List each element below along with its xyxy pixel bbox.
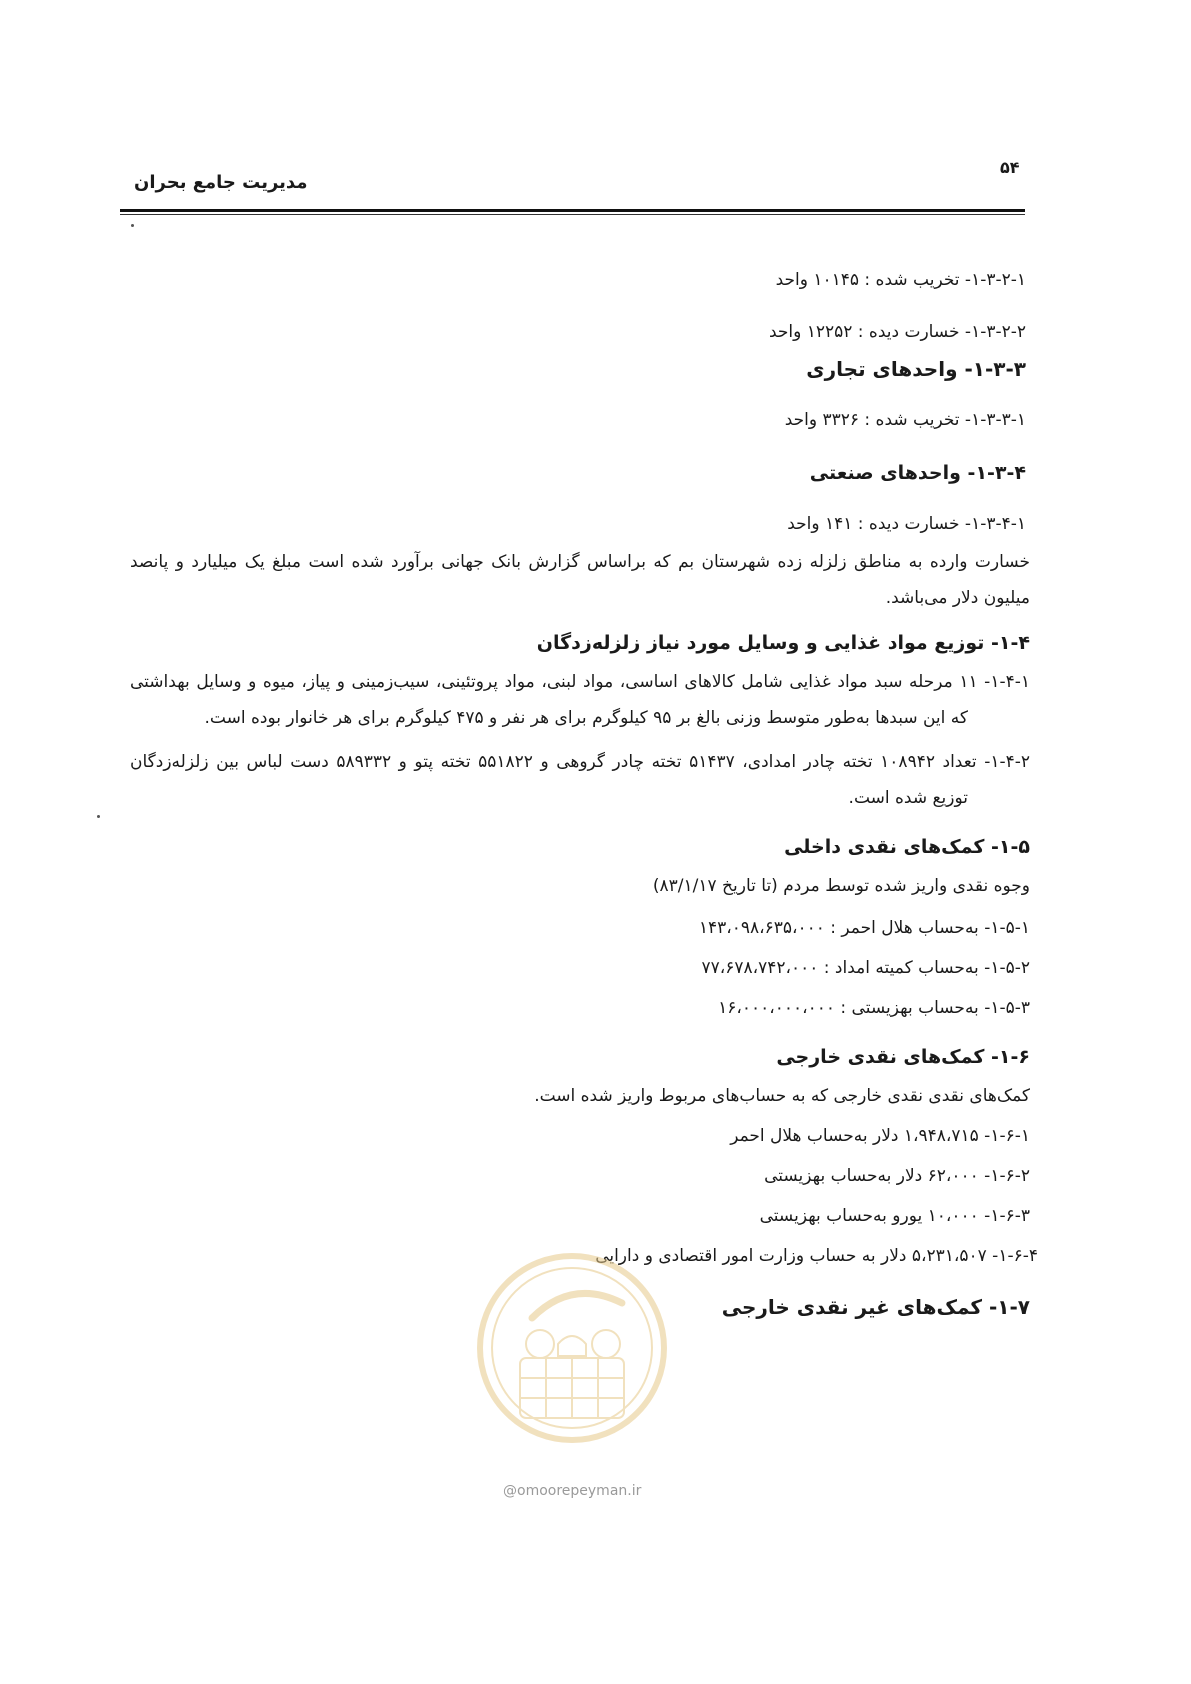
header-rule-thin [120, 214, 1025, 215]
list-item-1-6-2: ۱-۶-۲- ۶۲،۰۰۰ دلار به‌حساب بهزیستی [764, 1166, 1030, 1186]
scan-speck [131, 224, 134, 227]
damage-paragraph: خسارت وارده به مناطق زلزله زده شهرستان بم که براساس گزارش بانک جهانی برآورد شده است مبلغ یک میلیارد و پانصد میلیون دلار می‌باشد. [130, 552, 1030, 608]
section-heading-domestic-cash-aid: ۱-۵- کمک‌های نقدی داخلی [784, 836, 1030, 858]
list-item-1-4-1: ۱-۴-۱- ۱۱ مرحله سبد مواد غذایی شامل کالاهای اساسی، مواد لبنی، مواد پروتئینی، سیب‌زمینی و پیاز، میوه و وسایل بهداشتی که این سبدها به‌طور متوسط وزنی بالغ بر ۹۵ کیلوگرم برای هر نفر و ۴۷۵ کیلوگرم برای هر خانوار بوده است. [130, 672, 1030, 728]
page-number: ۵۴ [1000, 158, 1020, 177]
subheading-commercial-units: ۱-۳-۳- واحدهای تجاری [806, 357, 1026, 381]
list-item-1-4-2: ۱-۴-۲- تعداد ۱۰۸۹۴۲ تخته چادر امدادی، ۵۱۴۳۷ تخته چادر گروهی و ۵۵۱۸۲۲ تخته پتو و ۵۸۹۳۳۲ دست لباس بین زلزله‌زدگان توزیع شده است. [130, 752, 1031, 808]
watermark-url: @omoorepeyman.ir [503, 1483, 642, 1499]
section-heading-foreign-noncash-aid: ۱-۷- کمک‌های غیر نقدی خارجی [721, 1295, 1030, 1319]
list-item-1-3-2-2: ۱-۳-۲-۲- خسارت دیده : ۱۲۲۵۲ واحد [768, 322, 1026, 342]
list-item-1-5-2: ۱-۵-۲- به‌حساب کمیته امداد : ۷۷،۶۷۸،۷۴۲،۰۰۰ [701, 958, 1030, 978]
list-item-1-6-3: ۱-۶-۳- ۱۰،۰۰۰ یورو به‌حساب بهزیستی [759, 1206, 1030, 1226]
list-item-1-6-4: ۱-۶-۴- ۵،۲۳۱،۵۰۷ دلار به حساب وزارت امور اقتصادی و دارایی [595, 1246, 1038, 1266]
running-header-title: مدیریت جامع بحران [134, 172, 308, 193]
section-heading-food-distribution: ۱-۴- توزیع مواد غذایی و وسایل مورد نیاز زلزله‌زدگان [536, 632, 1030, 654]
list-item-1-3-4-1: ۱-۳-۴-۱- خسارت دیده : ۱۴۱ واحد [787, 514, 1026, 534]
list-item-1-5-1: ۱-۵-۱- به‌حساب هلال احمر : ۱۴۳،۰۹۸،۶۳۵،۰۰۰ [698, 918, 1030, 938]
subheading-industrial-units: ۱-۳-۴- واحدهای صنعتی [809, 462, 1026, 484]
document-body [130, 266, 1038, 1322]
watermark-logo-icon [472, 1248, 672, 1448]
list-item-1-3-2-1: ۱-۳-۲-۱- تخریب شده : ۱۰۱۴۵ واحد [775, 270, 1026, 290]
domestic-aid-intro: وجوه نقدی واریز شده توسط مردم (تا تاریخ ۸۳/۱/۱۷) [652, 876, 1030, 896]
list-item-1-5-3: ۱-۵-۳- به‌حساب بهزیستی : ۱۶،۰۰۰،۰۰۰،۰۰۰ [718, 998, 1030, 1018]
foreign-aid-intro: کمک‌های نقدی نقدی خارجی که به حساب‌های مربوط واریز شده است. [534, 1086, 1030, 1106]
header-rule-thick [120, 209, 1025, 212]
section-heading-foreign-cash-aid: ۱-۶- کمک‌های نقدی خارجی [776, 1046, 1030, 1068]
list-item-1-3-3-1: ۱-۳-۳-۱- تخریب شده : ۳۳۲۶ واحد [784, 410, 1026, 430]
list-item-1-6-1: ۱-۶-۱- ۱،۹۴۸،۷۱۵ دلار به‌حساب هلال احمر [730, 1126, 1030, 1146]
scan-speck [97, 815, 100, 818]
